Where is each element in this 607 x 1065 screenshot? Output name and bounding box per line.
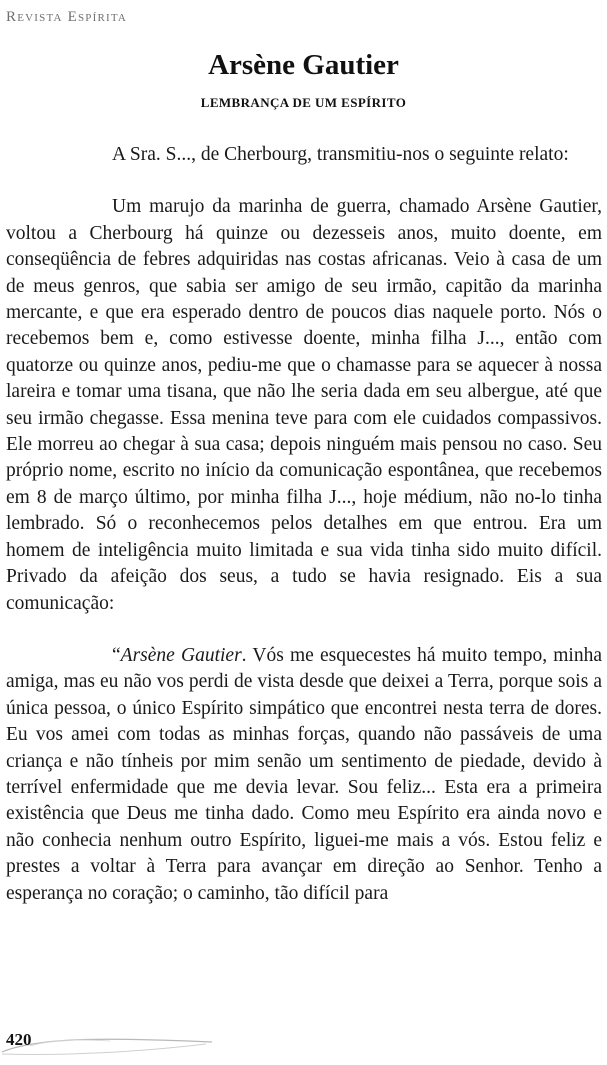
paragraph-communication (6, 643, 602, 907)
page-number: 420 (6, 1030, 32, 1049)
article-title: Arsène Gautier (208, 49, 399, 81)
open-quote: “ (112, 644, 121, 666)
communication-text: . Vós me esquecestes há muito tempo, minha amiga, mas eu não vos perdi de vista desde que deixei a Terra, porque sois a única pessoa, o único Espírito simpático que encontrei nesta terra de dores. Eu vos amei com todas as minhas forças, quando não passáveis de uma criança e não tínheis por mim senão um sentimento de piedade, devido à terrível enfermidade que me devia levar. Sou feliz... Esta era a primeira existência que Deus me tinha dado. Como meu Espírito era ainda novo e não conhecia nenhum outro Espírito, liguei-me mais a vós. Estou feliz e prestes a voltar à Terra para avançar em direção ao Senhor. Tenho a esperança no coração; o caminho, tão difícil para (6, 644, 603, 904)
spirit-name: Arsène Gautier (120, 644, 242, 666)
article-subtitle: LEMBRANÇA DE UM ESPÍRITO (200, 95, 407, 110)
paragraph-intro: A Sra. S..., de Cherbourg, transmitiu-nos o seguinte relato: (112, 144, 569, 165)
running-head: Revista Espírita (6, 9, 128, 25)
article-body (6, 142, 602, 907)
folio-flourish-icon (0, 1026, 220, 1060)
paragraph-narrative: Um marujo da marinha de guerra, chamado Arsène Gautier, voltou a Cherbourg há quinze ou dezesseis anos, muito doente, em conseqüência de febres adquiridas nas costas africanas. Veio à casa de um de meus genros, que sabia ser amigo de seu irmão, capitão da marinha mercante, e que era esperado dentro de poucos dias naquele porto. Nós o recebemos bem e, como estivesse doente, minha filha J..., então com quatorze ou quinze anos, pediu-me que o chamasse para se aquecer à nossa lareira e tomar uma tisana, que não lhe seria dada em seu albergue, até que seu irmão chegasse. Essa menina teve para com ele cuidados compassivos. Ele morreu ao chegar à sua casa; depois ninguém mais pensou no caso. Seu próprio nome, escrito no início da comunicação espontânea, que recebemos em 8 de março último, por minha filha J..., hoje médium, não no-lo tinha lembrado. Só o reconhecemos pelos detalhes em que entrou. Era um homem de inteligência muito limitada e sua vida tinha sido muito difícil. Privado da afeição dos seus, a tudo se havia resignado. Eis a sua comunicação: (6, 196, 602, 614)
